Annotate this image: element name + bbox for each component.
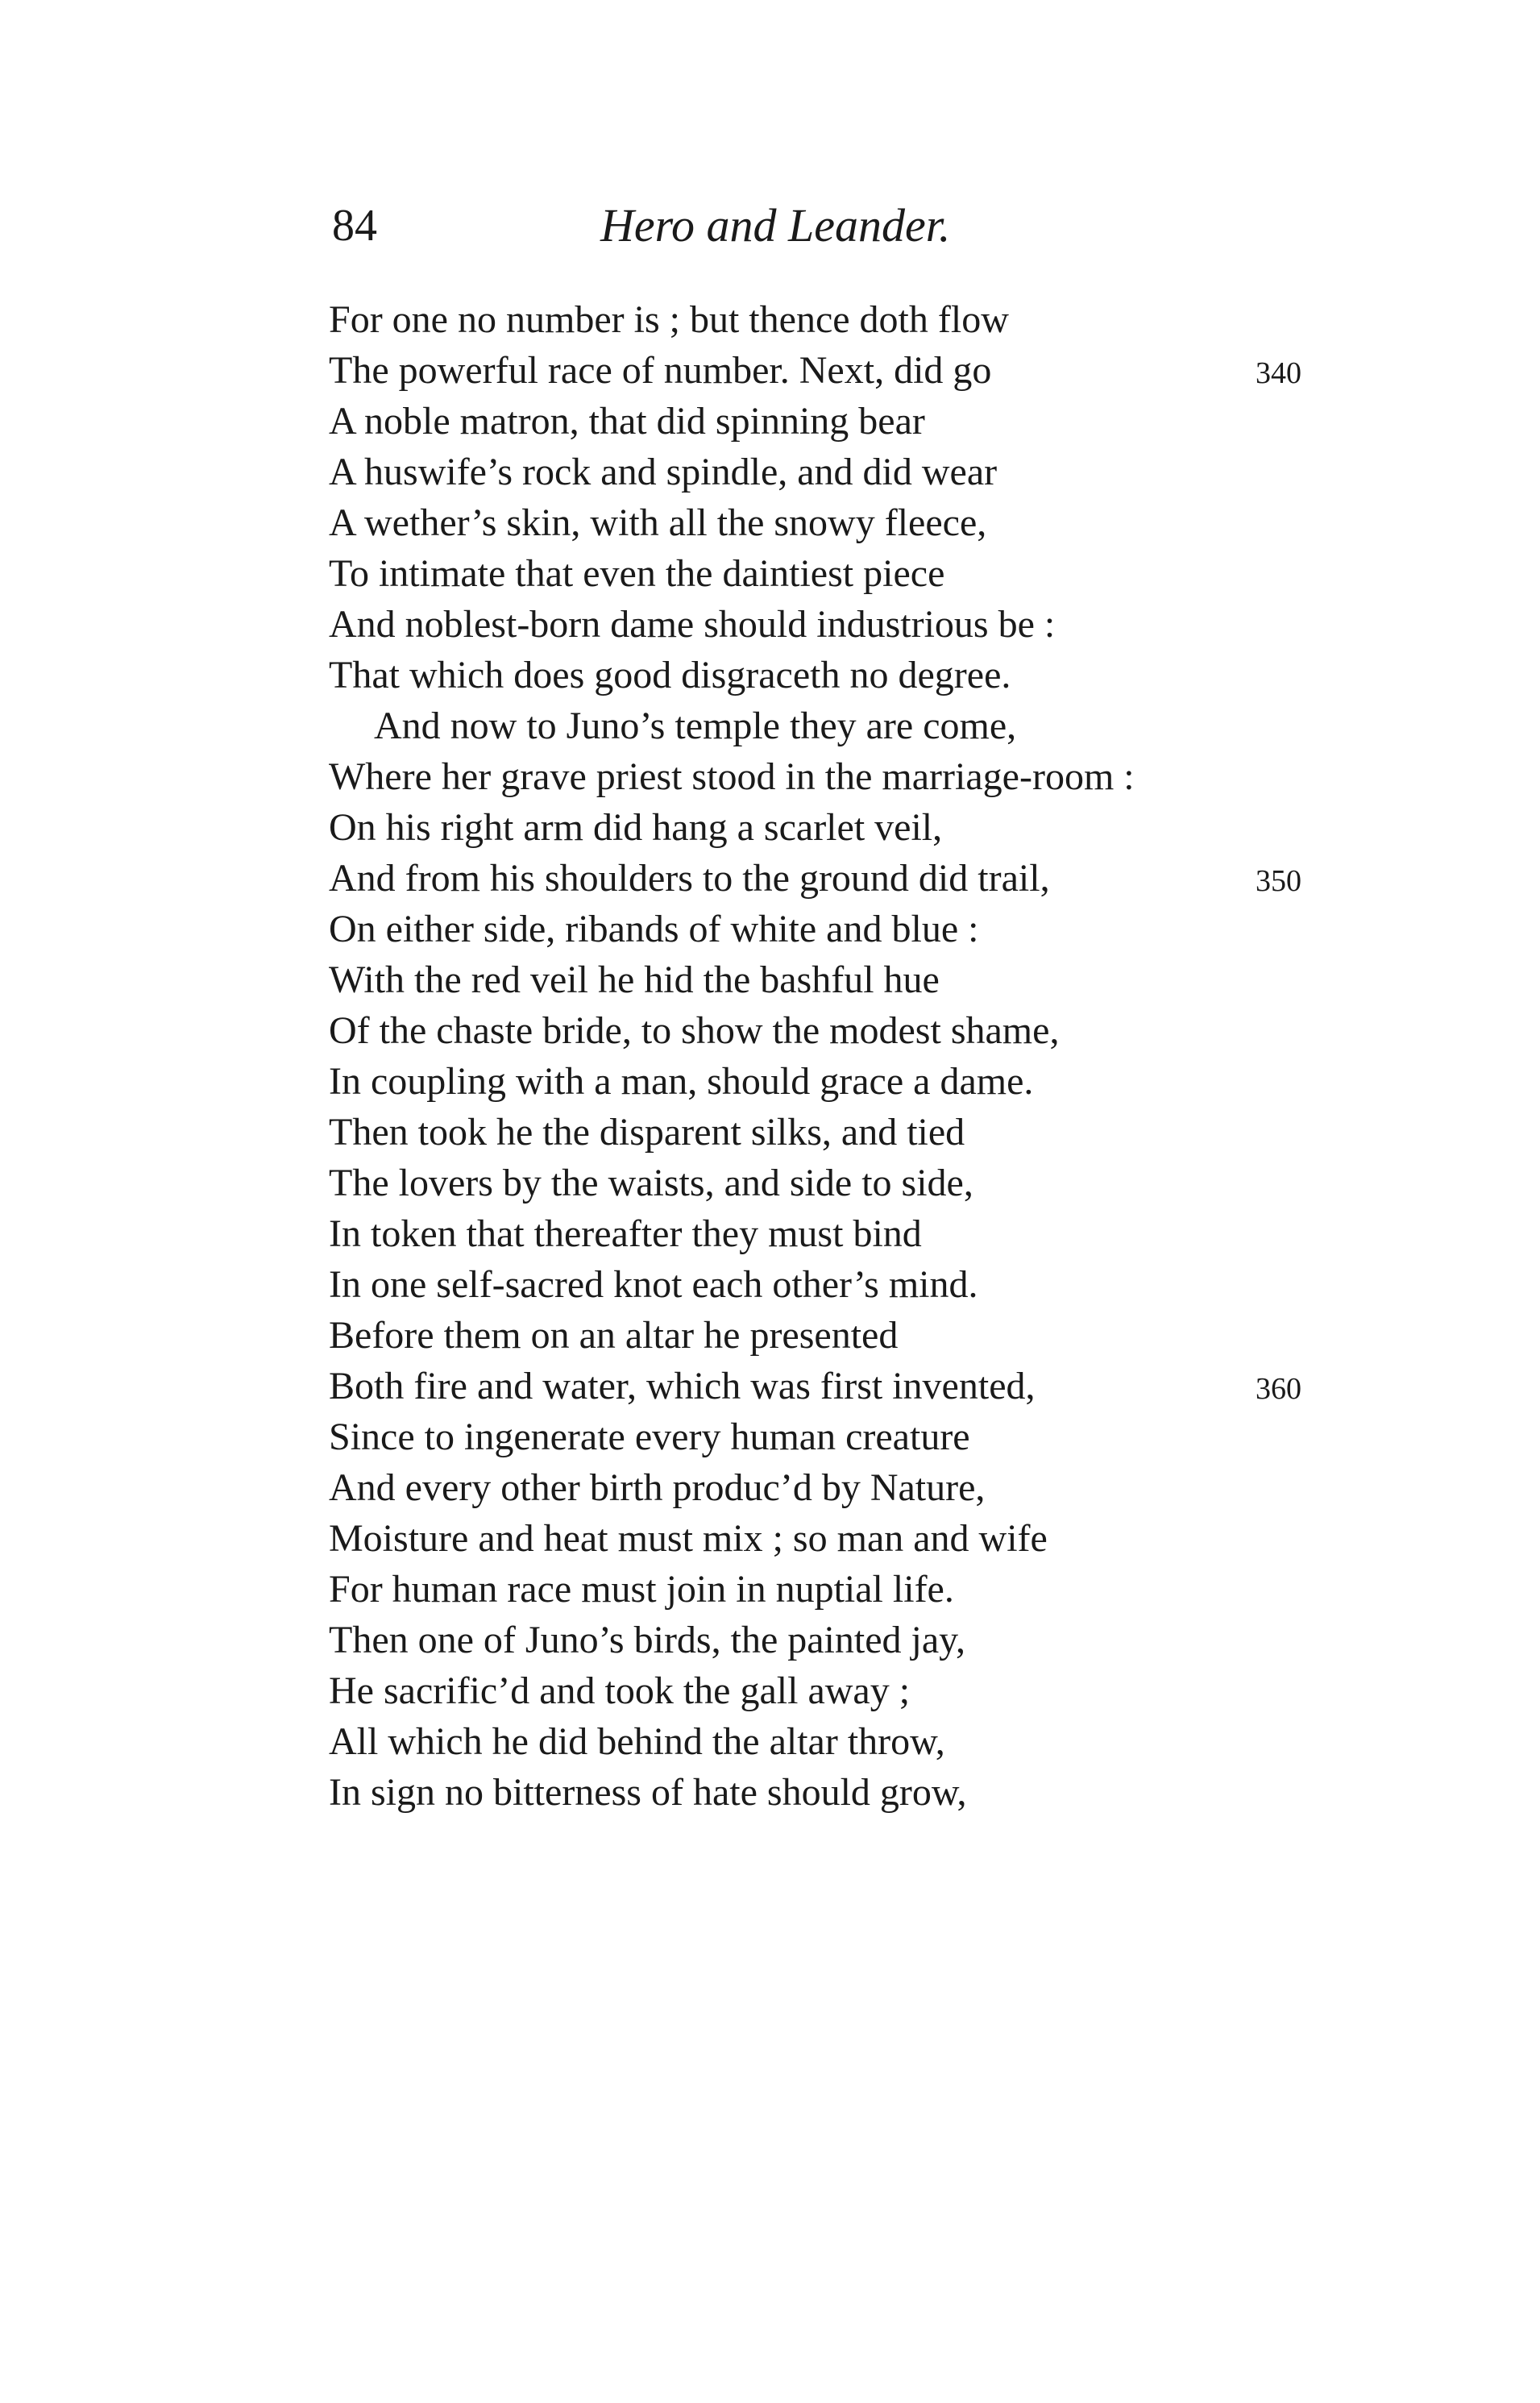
verse-line [329,954,1376,1005]
line-text: And noblest-born dame should industrious be : [329,603,1056,646]
verse-line [329,345,1376,396]
line-text: Both fire and water, which was first invented, [329,1365,1036,1407]
line-text: Then took he the disparent silks, and tied [329,1111,965,1154]
verse-line [329,497,1376,548]
line-text: For one no number is ; but thence doth flow [329,298,1009,341]
verse-line [329,1767,1376,1818]
line-text: And from his shoulders to the ground did trail, [329,857,1050,900]
line-text: In token that thereafter they must bind [329,1212,922,1255]
verse-line [329,853,1376,904]
line-text: Moisture and heat must mix ; so man and wife [329,1517,1048,1560]
verse-line [329,1361,1376,1411]
line-text: In sign no bitterness of hate should grow, [329,1771,967,1814]
line-text: In coupling with a man, should grace a dame. [329,1060,1034,1103]
line-text: And every other birth produc’d by Nature, [329,1466,986,1509]
verse-block [329,294,1376,1818]
line-text: To intimate that even the daintiest piece [329,552,945,595]
line-number: 350 [1256,864,1301,898]
verse-line [329,599,1376,650]
line-text: In one self-sacred knot each other’s mind. [329,1263,978,1306]
line-text: With the red veil he hid the bashful hue [329,958,940,1001]
line-text: That which does good disgraceth no degree. [329,654,1011,696]
verse-line [329,1564,1376,1615]
page-number: 84 [332,201,377,251]
verse-line [329,1208,1376,1259]
line-text: A noble matron, that did spinning bear [329,400,925,443]
line-text: The powerful race of number. Next, did go [329,349,992,392]
line-text: On his right arm did hang a scarlet veil, [329,806,943,849]
line-text: A wether’s skin, with all the snowy fleece, [329,501,987,544]
running-title: Hero and Leander. [600,199,951,252]
line-text: On either side, ribands of white and blue : [329,908,979,950]
verse-line [329,751,1376,802]
line-text: He sacrific’d and took the gall away ; [329,1669,911,1712]
verse-line [329,1411,1376,1462]
verse-line [329,904,1376,954]
line-text: Then one of Juno’s birds, the painted jay, [329,1619,966,1661]
verse-line [329,1513,1376,1564]
verse-line [329,1158,1376,1208]
verse-line [329,396,1376,447]
line-text: Where her grave priest stood in the marriage-room : [329,755,1135,798]
verse-line [329,1005,1376,1056]
line-number: 340 [1256,356,1301,390]
line-text: Since to ingenerate every human creature [329,1416,970,1458]
verse-line [329,447,1376,497]
verse-line [329,548,1376,599]
verse-line [329,1716,1376,1767]
line-text: Before them on an altar he presented [329,1314,899,1357]
line-text: Of the chaste bride, to show the modest shame, [329,1009,1060,1052]
verse-line [329,1665,1376,1716]
verse-line [329,1107,1376,1158]
line-text: And now to Juno’s temple they are come, [374,705,1017,747]
line-text: For human race must join in nuptial life. [329,1568,954,1611]
verse-line [329,1310,1376,1361]
line-text: The lovers by the waists, and side to side, [329,1162,973,1204]
verse-line [329,294,1376,345]
verse-line-indented [329,701,1376,751]
line-text: A huswife’s rock and spindle, and did wear [329,451,998,493]
verse-line [329,1462,1376,1513]
line-number: 360 [1256,1372,1301,1406]
page-header [0,193,1540,258]
verse-line [329,1615,1376,1665]
verse-line [329,1259,1376,1310]
verse-line [329,802,1376,853]
line-text: All which he did behind the altar throw, [329,1720,945,1763]
verse-line [329,650,1376,701]
verse-line [329,1056,1376,1107]
